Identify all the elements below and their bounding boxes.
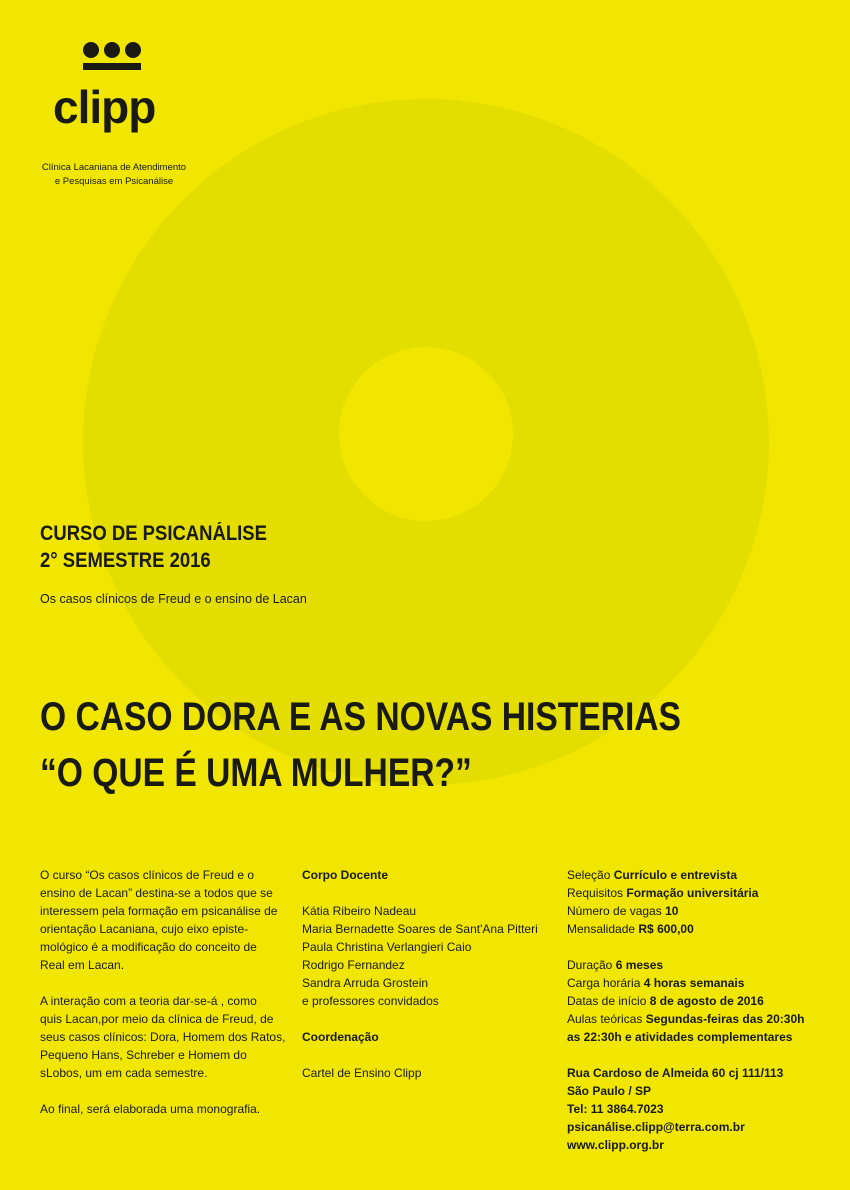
phone: Tel: 11 3864.7023 [567,1102,664,1116]
course-subtitle: Os casos clínicos de Freud e o ensino de Lacan [40,592,307,606]
coordination-value: Cartel de Ensino Clipp [302,1066,422,1080]
faculty-member: Kátia Ribeiro Nadeau [302,904,417,918]
city: São Paulo / SP [567,1084,652,1098]
faculty-section [302,866,547,1082]
contact-block [567,1064,837,1154]
brand-name: clipp [53,81,156,133]
headline-line-2: “O QUE É UMA MULHER?” [40,751,472,795]
faculty-member: Rodrigo Fernandez [302,958,405,972]
course-title: CURSO DE PSICANÁLISE 2° SEMESTRE 2016 [40,522,267,572]
headline [40,689,681,801]
coordination-heading: Coordenação [302,1030,379,1044]
faculty-member: Sandra Arruda Grostein [302,976,429,990]
faculty-member: Paula Christina Verlangieri Caio [302,940,472,954]
website-link[interactable]: www.clipp.org.br [567,1138,664,1152]
email-link[interactable]: psicanálise.clipp@terra.com.br [567,1120,745,1134]
faculty-member: e professores convidados [302,994,439,1008]
address: Rua Cardoso de Almeida 60 cj 111/113 [567,1066,784,1080]
background-disc-center [339,347,513,521]
course-description: O curso “Os casos clínicos de Freud e o ensino de Lacan” destina-se a todos que se interessem pela formação em psicanálise de orientação Lacaniana, cujo eixo episte- mológico é a modificação do conceito de Real em Lacan. A interação com a teoria dar-se-á , como quis Lacan,por meio da clínica de Freud, de seus casos clínicos: Dora, Homem dos Ratos, Pequeno Hans, Schreber e Homem do sLobos, um em cada semestre. Ao final, será elaborada uma monografia. [40,868,286,1116]
faculty-member: Maria Bernadette Soares de Sant'Ana Pitteri [302,922,538,936]
course-info: Seleção Currículo e entrevista Requisitos Formação universitária Número de vagas 10 Mensalidade R$ 600,00 Duração 6 meses Carga horária 4 horas semanais Datas de início 8 de agosto de 2016 Aulas teóricas Segundas-feiras das 20:30h as 22:30h e atividades complementares Rua Cardoso de Almeida 60 cj 111/113 São Paulo / SP Tel: 11 3864.7023 psicanálise.clipp@terra.com.br www.clipp.org.br [567,866,837,1154]
headline-line-1: O CASO DORA E AS NOVAS HISTERIAS [40,695,681,739]
brand-subtitle: Clínica Lacaniana de Atendimento e Pesquisas em Psicanálise [41,162,187,187]
clipp-logo-icon [83,42,141,76]
faculty-heading: Corpo Docente [302,868,389,882]
